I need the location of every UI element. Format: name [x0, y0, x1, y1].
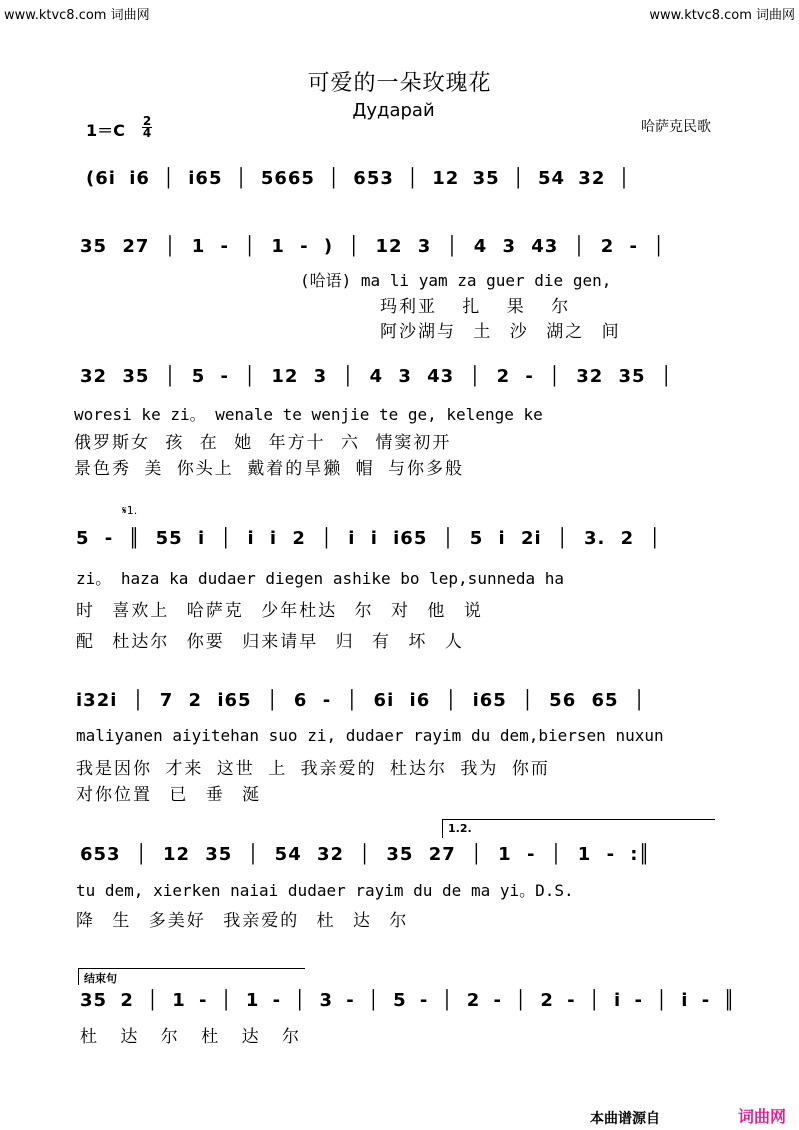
- notes-row-7: 35 2 │ 1 - │ 1 - │ 3 - │ 5 - │ 2 - │ 2 - │ i - │ i - ║: [80, 990, 736, 1011]
- lyric-cn-row-2-verse-1: 玛利亚 扎 果 尔: [380, 297, 571, 317]
- lyric-cn-row-3-verse-2: 景色秀 美 你头上 戴着的旱獭 帽 与你多般: [74, 459, 465, 479]
- watermark-left: www.ktvc8.com 词曲网: [4, 8, 150, 23]
- lyric-cn-row-2-verse-2: 阿沙湖与 土 沙 湖之 间: [380, 322, 621, 342]
- lyric-cn-row-7-verse-1: 杜 达 尔 杜 达 尔: [80, 1027, 302, 1047]
- notes-row-4: 5 - ║ 55 i │ i i 2 │ i i i65 │ 5 i 2i │ 3. 2 │: [76, 528, 662, 549]
- lyric-pinyin-row-2: (哈语) ma li yam za guer die gen,: [300, 271, 612, 290]
- notes-row-2: 35 27 │ 1 - │ 1 - ) │ 12 3 │ 4 3 43 │ 2 - │: [80, 236, 666, 257]
- site-logo[interactable]: 词曲网: [738, 1107, 787, 1126]
- notes-row-5: i32i │ 7 2 i65 │ 6 - │ 6i i6 │ i65 │ 56 65 │: [76, 690, 646, 711]
- lyric-cn-row-5-verse-1: 我是因你 才来 这世 上 我亲爱的 杜达尔 我为 你而: [76, 759, 550, 779]
- time-signature-bottom: 4: [142, 126, 152, 140]
- time-signature-top: 2: [142, 114, 152, 128]
- lyric-cn-row-4-verse-1: 时 喜欢上 哈萨克 少年杜达 尔 对 他 说: [76, 601, 483, 621]
- segno-mark: 𝄋1.: [122, 504, 138, 517]
- lyric-pinyin-row-3: woresi ke zi。 wenale te wenjie te ge, kelenge ke: [74, 405, 543, 424]
- lyric-cn-row-3-verse-1: 俄罗斯女 孩 在 她 年方十 六 情窦初开: [74, 433, 452, 453]
- song-title: 可爱的一朵玫瑰花: [307, 71, 492, 96]
- key-signature: 1＝C: [86, 121, 125, 140]
- lyric-pinyin-row-5: maliyanen aiyitehan suo zi, dudaer rayim du dem,biersen nuxun: [76, 726, 664, 745]
- lyric-cn-row-5-verse-2: 对你位置 已 垂 涎: [76, 785, 262, 805]
- lyric-cn-row-6-verse-1: 降 生 多美好 我亲爱的 杜 达 尔: [76, 911, 409, 931]
- notes-row-3: 32 35 │ 5 - │ 12 3 │ 4 3 43 │ 2 - │ 32 35 │: [80, 366, 673, 387]
- lyric-pinyin-row-4: zi。 haza ka dudaer diegen ashike bo lep,sunneda ha: [76, 569, 565, 588]
- volta-label: 1.2.: [448, 822, 472, 835]
- watermark-right: www.ktvc8.com 词曲网: [649, 8, 795, 23]
- composer: 哈萨克民歌: [641, 119, 711, 135]
- ending-label: 结束句: [84, 972, 117, 985]
- time-signature: [142, 116, 152, 139]
- volta-bracket: [442, 819, 715, 838]
- song-subtitle: Дударай: [352, 100, 435, 121]
- lyric-pinyin-row-6: tu dem, xierken naiai dudaer rayim du de ma yi。D.S.: [76, 881, 574, 900]
- notes-row-1: (6i i6 │ i65 │ 5665 │ 653 │ 12 35 │ 54 32 │: [86, 168, 631, 189]
- lyric-cn-row-4-verse-2: 配 杜达尔 你要 归来请早 归 有 坏 人: [76, 632, 464, 652]
- notes-row-6: 653 │ 12 35 │ 54 32 │ 35 27 │ 1 - │ 1 - :║: [80, 844, 651, 865]
- source-text: 本曲谱源自: [590, 1111, 660, 1127]
